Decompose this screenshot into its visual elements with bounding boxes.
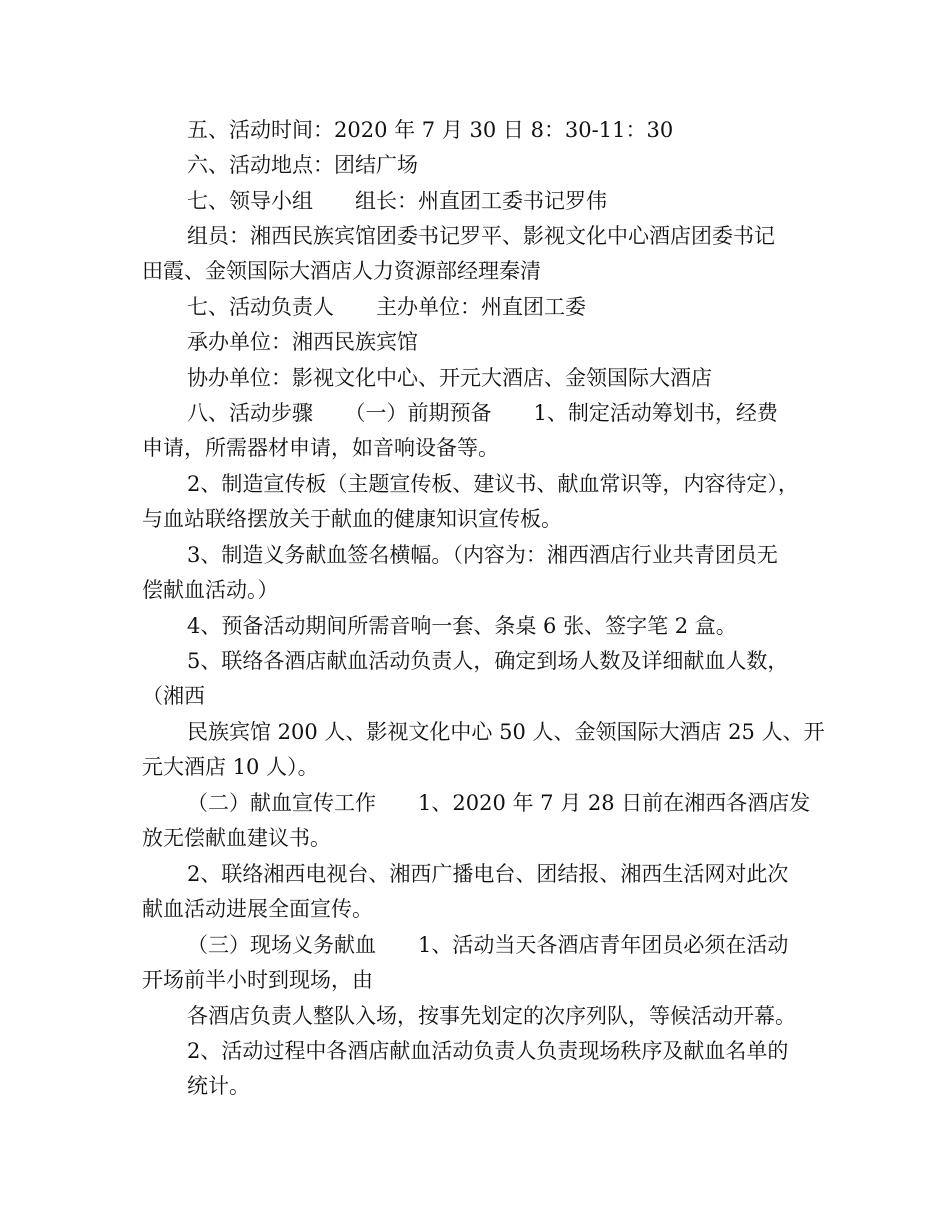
- step-2-paragraph: [142, 467, 810, 538]
- text-line: 3、制造义务献血签名横幅。（内容为：湘西酒店行业共青团员无: [187, 543, 778, 567]
- activity-steps-paragraph: [142, 396, 810, 467]
- group-members-paragraph: [142, 219, 810, 290]
- text-line: 偿献血活动。）: [142, 578, 279, 603]
- activity-time-paragraph: [142, 113, 810, 148]
- text-line: 六、活动地点：团结广场: [187, 153, 418, 177]
- onsite-donation-paragraph: [142, 928, 810, 999]
- text-line: （二）献血宣传工作 1、2020 年 7 月 28 日前在湘西各酒店发: [187, 791, 811, 815]
- step-4-paragraph: [142, 609, 810, 644]
- text-line: 与血站联络摆放关于献血的健康知识宣传板。: [142, 507, 562, 532]
- text-line: 五、活动时间：2020 年 7 月 30 日 8：30-11：30: [187, 118, 674, 142]
- text-line: 元大酒店 10 人）。: [142, 755, 319, 780]
- headcount-paragraph: [142, 715, 825, 786]
- text-line: 八、活动步骤 （一）前期预备 1、制定活动筹划书，经费: [187, 401, 778, 425]
- leadership-group-paragraph: [142, 184, 810, 219]
- activity-location-paragraph: [142, 148, 810, 183]
- text-line: 放无偿献血建议书。: [142, 826, 331, 851]
- text-line: 4、预备活动期间所需音响一套、条桌 6 张、签字笔 2 盒。: [187, 614, 737, 638]
- text-line: （湘西: [142, 684, 205, 709]
- text-line: 七、领导小组 组长：州直团工委书记罗伟: [187, 189, 607, 213]
- co-host-paragraph: [142, 361, 810, 396]
- organizer-paragraph: [142, 290, 810, 325]
- step-5-paragraph: [142, 644, 810, 715]
- step-3-paragraph: [142, 538, 810, 609]
- media-contact-paragraph: [142, 857, 810, 928]
- text-line: 民族宾馆 200 人、影视文化中心 50 人、金领国际大酒店 25 人、开: [187, 720, 825, 744]
- text-line: 组员：湘西民族宾馆团委书记罗平、影视文化中心酒店团委书记: [187, 224, 775, 248]
- host-unit-paragraph: [142, 325, 810, 360]
- text-line: （三）现场义务献血 1、活动当天各酒店青年团员必须在活动: [187, 933, 789, 957]
- text-line: 田霞、金领国际大酒店人力资源部经理秦清: [142, 259, 541, 284]
- promotion-paragraph: [142, 786, 810, 857]
- text-line: 2、联络湘西电视台、湘西广播电台、团结报、湘西生活网对此次: [187, 862, 789, 886]
- text-line: 协办单位：影视文化中心、开元大酒店、金领国际大酒店: [187, 366, 712, 390]
- entry-order-paragraph: [142, 999, 810, 1034]
- text-line: 七、活动负责人 主办单位：州直团工委: [187, 295, 586, 319]
- text-line: 各酒店负责人整队入场，按事先划定的次序列队，等候活动开幕。: [187, 1004, 796, 1028]
- process-paragraph: [142, 1034, 810, 1105]
- text-line: 承办单位：湘西民族宾馆: [187, 330, 418, 354]
- text-line: 开场前半小时到现场，由: [142, 968, 373, 993]
- text-line: 2、制造宣传板（主题宣传板、建议书、献血常识等，内容待定），: [187, 472, 799, 496]
- text-line: 5、联络各酒店献血活动负责人，确定到场人数及详细献血人数，: [187, 649, 789, 673]
- text-line: 申请，所需器材申请，如音响设备等。: [142, 436, 499, 461]
- text-line: 献血活动进展全面宣传。: [142, 897, 373, 922]
- text-line: 2、活动过程中各酒店献血活动负责人负责现场秩序及献血名单的: [187, 1039, 789, 1063]
- text-line: 统计。: [187, 1074, 250, 1099]
